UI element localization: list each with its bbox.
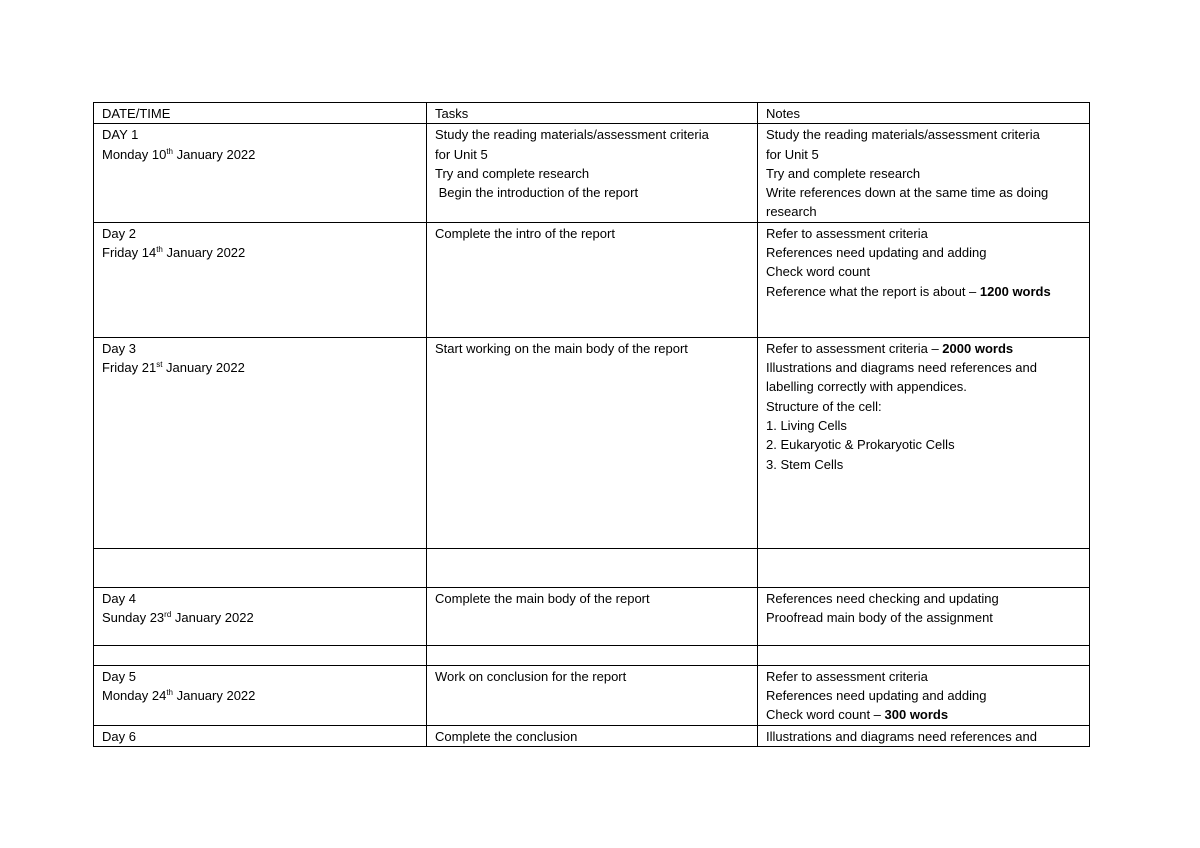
day-label: Day 4 xyxy=(102,590,136,606)
note-line: Check word count xyxy=(766,264,871,280)
note-line: for Unit 5 xyxy=(766,146,819,162)
table-row xyxy=(94,725,1090,746)
header-tasks: Tasks xyxy=(427,103,758,124)
task-line: Complete the main body of the report xyxy=(435,590,650,606)
tasks-cell xyxy=(427,665,758,725)
date-cell xyxy=(94,665,427,725)
notes-cell xyxy=(758,337,1090,548)
note-line: Try and complete research xyxy=(766,165,921,181)
date-cell xyxy=(94,725,427,746)
notes-cell xyxy=(758,665,1090,725)
tasks-cell xyxy=(427,337,758,548)
header-row xyxy=(94,103,1090,124)
day-label: Day 5 xyxy=(102,668,136,684)
notes-cell xyxy=(758,725,1090,746)
task-line: Complete the conclusion xyxy=(435,728,578,744)
empty-cell xyxy=(427,548,758,587)
header-notes: Notes xyxy=(758,103,1090,124)
note-line: Structure of the cell: xyxy=(766,398,882,414)
note-line: 2. Eukaryotic & Prokaryotic Cells xyxy=(766,437,955,453)
date-cell xyxy=(94,124,427,222)
tasks-cell xyxy=(427,587,758,645)
day-label: Day 3 xyxy=(102,340,136,356)
note-line: 3. Stem Cells xyxy=(766,456,844,472)
day-label: Day 2 xyxy=(102,225,136,241)
notes-cell xyxy=(758,222,1090,337)
day-label: DAY 1 xyxy=(102,127,139,143)
day-label: Day 6 xyxy=(102,728,136,744)
task-line: Begin the introduction of the report xyxy=(435,185,639,201)
date-cell xyxy=(94,337,427,548)
task-line: Study the reading materials/assessment criteria xyxy=(435,127,709,143)
day-date: Monday 24th January 2022 xyxy=(102,688,256,704)
empty-cell xyxy=(94,645,427,665)
notes-cell xyxy=(758,587,1090,645)
table-row xyxy=(94,337,1090,548)
note-line: Write references down at the same time as doing research xyxy=(766,185,1049,220)
note-line: Proofread main body of the assignment xyxy=(766,610,993,626)
task-line: Start working on the main body of the report xyxy=(435,340,688,356)
tasks-cell xyxy=(427,124,758,222)
task-line: Complete the intro of the report xyxy=(435,225,615,241)
day-date: Friday 14th January 2022 xyxy=(102,245,246,261)
empty-cell xyxy=(94,548,427,587)
table-row xyxy=(94,665,1090,725)
schedule-table xyxy=(93,102,1090,747)
task-line: for Unit 5 xyxy=(435,146,488,162)
tasks-cell xyxy=(427,725,758,746)
note-line-emphasis: Reference what the report is about – 1200 words xyxy=(766,283,1051,299)
note-line: 1. Living Cells xyxy=(766,417,847,433)
table-row xyxy=(94,222,1090,337)
note-line: Refer to assessment criteria xyxy=(766,225,928,241)
empty-cell xyxy=(758,645,1090,665)
notes-cell xyxy=(758,124,1090,222)
note-line: References need updating and adding xyxy=(766,245,987,261)
day-date: Friday 21st January 2022 xyxy=(102,360,245,376)
empty-row xyxy=(94,645,1090,665)
note-line-emphasis: Refer to assessment criteria – 2000 words xyxy=(766,340,1014,356)
empty-cell xyxy=(427,645,758,665)
note-line: Study the reading materials/assessment criteria xyxy=(766,127,1040,143)
note-line-emphasis: Check word count – 300 words xyxy=(766,707,949,723)
note-line: Illustrations and diagrams need references and xyxy=(766,360,1037,376)
note-line: Illustrations and diagrams need references and xyxy=(766,728,1037,744)
note-line: Refer to assessment criteria xyxy=(766,668,928,684)
day-date: Sunday 23rd January 2022 xyxy=(102,610,254,626)
tasks-cell xyxy=(427,222,758,337)
date-cell xyxy=(94,587,427,645)
note-line: References need updating and adding xyxy=(766,688,987,704)
table-row xyxy=(94,587,1090,645)
task-line: Work on conclusion for the report xyxy=(435,668,627,684)
empty-row xyxy=(94,548,1090,587)
table-row xyxy=(94,124,1090,222)
note-line: labelling correctly with appendices. xyxy=(766,379,967,395)
task-line: Try and complete research xyxy=(435,165,590,181)
header-date-time: DATE/TIME xyxy=(94,103,427,124)
date-cell xyxy=(94,222,427,337)
day-date: Monday 10th January 2022 xyxy=(102,146,256,162)
note-line: References need checking and updating xyxy=(766,590,999,606)
empty-cell xyxy=(758,548,1090,587)
